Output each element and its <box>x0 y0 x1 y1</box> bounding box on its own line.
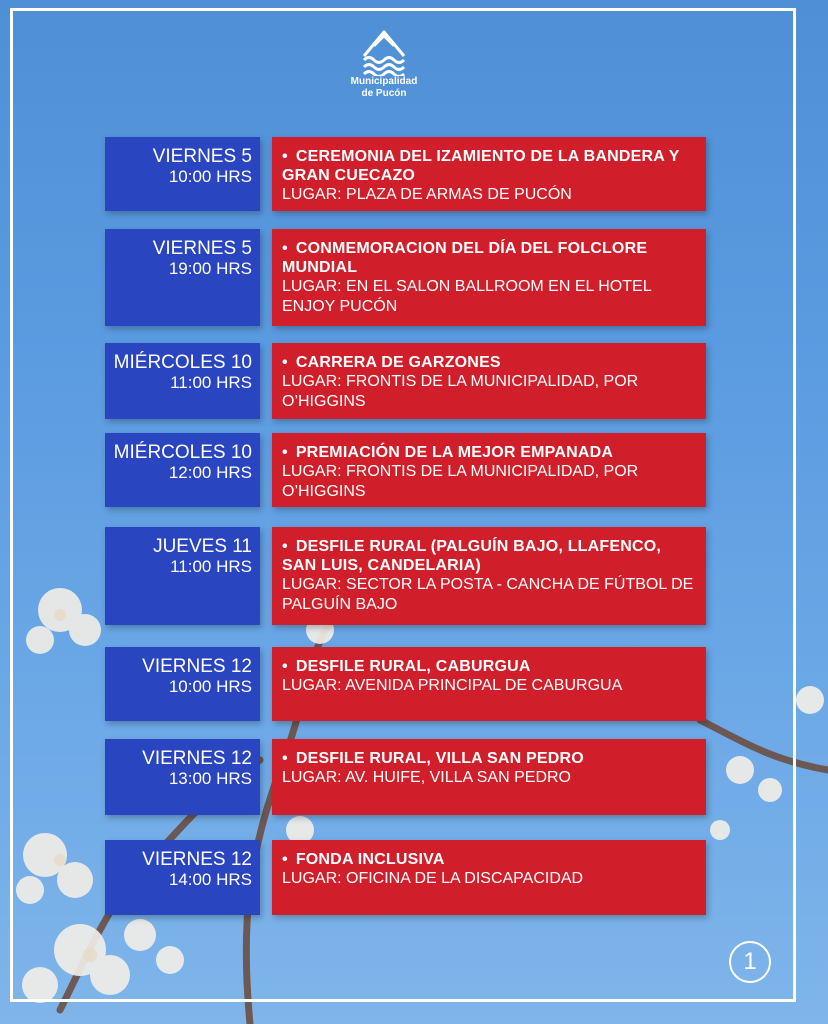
event-place: LUGAR: AV. HUIFE, VILLA SAN PEDRO <box>282 769 571 786</box>
bullet-icon: • <box>282 240 288 257</box>
bullet-icon: • <box>282 658 288 675</box>
event-time: 11:00 HRS <box>170 557 252 576</box>
event-time: 13:00 HRS <box>168 769 252 788</box>
event-title: • PREMIACIÓN DE LA MEJOR EMPANADA <box>282 444 614 461</box>
event-time: 19:00 HRS <box>168 259 252 278</box>
bullet-icon: • <box>282 444 288 461</box>
event-title: • CONMEMORACION DEL DÍA DEL FOLCLORE MUNDIAL <box>282 240 648 276</box>
event-date-box <box>105 840 260 915</box>
event-detail-box <box>272 433 706 507</box>
event-place: LUGAR: OFICINA DE LA DISCAPACIDAD <box>282 870 584 887</box>
event-day: VIERNES 12 <box>142 748 252 769</box>
event-title: • CARRERA DE GARZONES <box>282 354 501 371</box>
event-day: VIERNES 5 <box>152 238 252 259</box>
event-place: LUGAR: AVENIDA PRINCIPAL DE CABURGUA <box>282 677 623 694</box>
event-place: LUGAR: FRONTIS DE LA MUNICIPALIDAD, POR O’HIGGINS <box>282 373 639 410</box>
event-time: 14:00 HRS <box>168 870 252 889</box>
event-detail-box <box>272 647 706 721</box>
event-time: 12:00 HRS <box>168 463 252 482</box>
event-detail-box <box>272 343 706 419</box>
event-detail-box <box>272 739 706 815</box>
event-time: 10:00 HRS <box>168 677 252 696</box>
bullet-icon: • <box>282 538 288 555</box>
event-place: LUGAR: FRONTIS DE LA MUNICIPALIDAD, POR O’HIGGINS <box>282 463 639 500</box>
event-date-box <box>105 229 260 326</box>
event-date-box <box>105 433 260 507</box>
event-detail-box <box>272 527 706 625</box>
mountain-waves-icon <box>360 26 408 76</box>
event-place: LUGAR: EN EL SALON BALLROOM EN EL HOTEL ENJOY PUCÓN <box>282 278 651 315</box>
event-date-box <box>105 343 260 419</box>
event-time: 11:00 HRS <box>170 373 252 392</box>
event-detail-box <box>272 840 706 915</box>
event-place: LUGAR: SECTOR LA POSTA - CANCHA DE FÚTBOL DE PALGUÍN BAJO <box>282 576 694 613</box>
event-date-box <box>105 527 260 625</box>
bullet-icon: • <box>282 750 288 767</box>
event-day: MIÉRCOLES 10 <box>113 352 252 373</box>
bullet-icon: • <box>282 354 288 371</box>
event-title: • DESFILE RURAL (PALGUÍN BAJO, LLAFENCO, SAN LUIS, CANDELARIA) <box>282 538 662 574</box>
event-time: 10:00 HRS <box>168 167 252 186</box>
event-title: • DESFILE RURAL, VILLA SAN PEDRO <box>282 750 584 767</box>
event-date-box <box>105 739 260 815</box>
event-day: VIERNES 12 <box>142 849 252 870</box>
bullet-icon: • <box>282 148 288 165</box>
event-day: VIERNES 12 <box>142 656 252 677</box>
event-title: • FONDA INCLUSIVA <box>282 851 445 868</box>
event-detail-box <box>272 137 706 211</box>
municipality-logo <box>334 26 434 110</box>
event-date-box <box>105 137 260 211</box>
event-place: LUGAR: PLAZA DE ARMAS DE PUCÓN <box>282 186 572 203</box>
page-number-badge: 1 <box>729 941 771 983</box>
logo-text-line-2: de Pucón <box>361 88 407 99</box>
event-day: VIERNES 5 <box>152 146 252 167</box>
event-title: • DESFILE RURAL, CABURGUA <box>282 658 531 675</box>
event-title: • CEREMONIA DEL IZAMIENTO DE LA BANDERA Y GRAN CUECAZO <box>282 148 680 184</box>
event-detail-box <box>272 229 706 326</box>
event-day: MIÉRCOLES 10 <box>113 442 252 463</box>
logo-text-line-1: Municipalidad <box>350 76 418 87</box>
event-date-box <box>105 647 260 721</box>
event-day: JUEVES 11 <box>153 536 252 557</box>
bullet-icon: • <box>282 851 288 868</box>
